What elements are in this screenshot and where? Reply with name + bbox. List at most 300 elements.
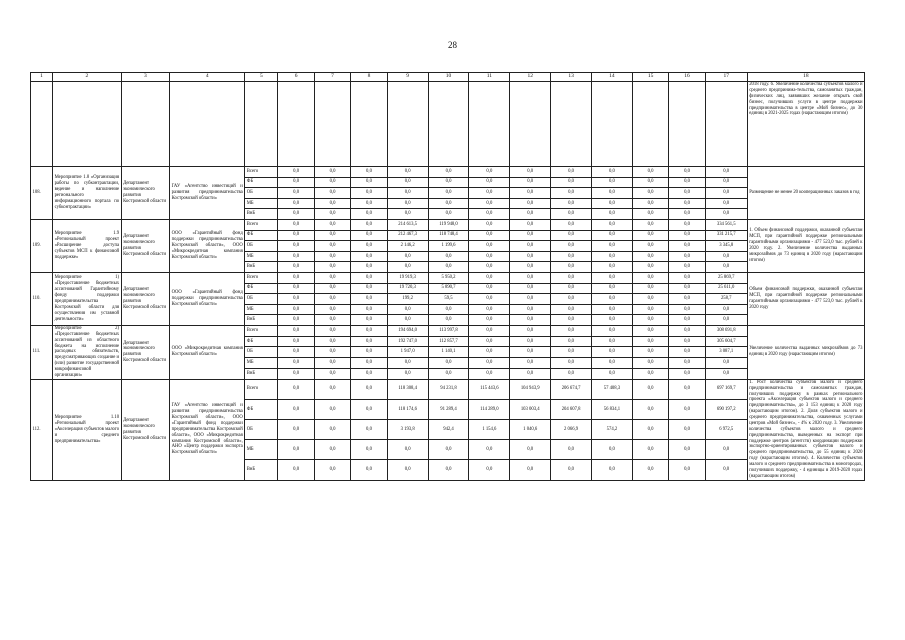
funding-source: Всего — [245, 379, 278, 399]
amount-cell: 0,0 — [632, 188, 668, 199]
amount-cell: 0,0 — [551, 177, 592, 188]
amount-cell: 0,0 — [314, 209, 350, 220]
amount-cell: 0,0 — [510, 283, 551, 294]
table-row — [31, 325, 865, 336]
amount-cell: 0,0 — [351, 358, 387, 369]
funding-source: МБ — [245, 304, 278, 315]
amount-cell: 0,0 — [314, 167, 350, 178]
amount-cell: 0,0 — [510, 325, 551, 336]
amount-cell: 0,0 — [632, 262, 668, 273]
amount-cell: 0,0 — [351, 219, 387, 230]
amount-cell: 0,0 — [278, 399, 314, 419]
amount-cell: 0,0 — [278, 262, 314, 273]
amount-cell: 0,0 — [510, 304, 551, 315]
amount-cell: 91 289,4 — [428, 399, 469, 419]
amount-cell: 0,0 — [314, 460, 350, 480]
amount-cell: 0,0 — [632, 294, 668, 305]
amount-cell: 1 140,1 — [428, 347, 469, 358]
table-row — [31, 167, 865, 178]
amount-cell: 0,0 — [351, 251, 387, 262]
amount-cell: 697 169,7 — [705, 379, 747, 399]
executor: Департамент экономического развития Костромской области — [121, 325, 170, 379]
amount-cell: 0,0 — [551, 272, 592, 283]
funding-source: ВнБ — [245, 209, 278, 220]
amount-cell: 0,0 — [278, 188, 314, 199]
amount-cell: 0,0 — [510, 272, 551, 283]
amount-cell: 0,0 — [351, 283, 387, 294]
amount-cell: 118 174,6 — [387, 399, 428, 419]
amount-cell: 0,0 — [551, 241, 592, 252]
funding-source: МБ — [245, 251, 278, 262]
amount-cell: 0,0 — [314, 336, 350, 347]
activity-name: Мероприятие 1) «Предоставление бюджетных ассигнований Гарантийному фонду поддержки предпринимательства Костромской области для осуществления им уставной деятельности» — [53, 272, 121, 325]
amount-cell: 1 154,6 — [469, 420, 510, 440]
amount-cell: 5 890,7 — [428, 283, 469, 294]
amount-cell: 0,0 — [428, 440, 469, 460]
empty-cell — [278, 82, 314, 167]
amount-cell: 0,0 — [551, 347, 592, 358]
amount-cell: 0,0 — [551, 209, 592, 220]
amount-cell: 0,0 — [387, 198, 428, 209]
funding-source: ВнБ — [245, 460, 278, 480]
amount-cell: 0,0 — [428, 315, 469, 326]
column-header: 18 — [747, 73, 864, 82]
amount-cell: 0,0 — [510, 251, 551, 262]
amount-cell: 0,0 — [278, 177, 314, 188]
amount-cell: 0,0 — [314, 219, 350, 230]
amount-cell: 0,0 — [469, 188, 510, 199]
amount-cell: 3 193,8 — [387, 420, 428, 440]
amount-cell: 0,0 — [314, 379, 350, 399]
amount-cell: 0,0 — [428, 209, 469, 220]
column-header: 6 — [278, 73, 314, 82]
amount-cell: 0,0 — [351, 262, 387, 273]
activity-name: Мероприятие 1.8 «Организация работы по субконтрактации, ведение и наполнение регионального информационного портала по субконтрактации» — [53, 167, 121, 220]
amount-cell: 0,0 — [314, 188, 350, 199]
amount-cell: 0,0 — [592, 198, 633, 209]
amount-cell: 0,0 — [314, 230, 350, 241]
funding-source: МБ — [245, 358, 278, 369]
funding-source: ФБ — [245, 177, 278, 188]
column-header: 5 — [245, 73, 278, 82]
amount-cell: 0,0 — [592, 188, 633, 199]
amount-cell: 0,0 — [428, 460, 469, 480]
amount-cell: 0,0 — [632, 336, 668, 347]
amount-cell: 0,0 — [469, 272, 510, 283]
amount-cell: 114 289,0 — [469, 399, 510, 419]
amount-cell: 0,0 — [278, 167, 314, 178]
empty-cell — [121, 82, 170, 167]
executor: Департамент экономического развития Костромской области — [121, 272, 170, 325]
empty-cell — [53, 82, 121, 167]
amount-cell: 0,0 — [592, 241, 633, 252]
amount-cell: 0,0 — [669, 167, 705, 178]
amount-cell: 0,0 — [669, 251, 705, 262]
amount-cell: 0,0 — [387, 177, 428, 188]
amount-cell: 0,0 — [632, 358, 668, 369]
amount-cell: 0,0 — [351, 460, 387, 480]
funding-source: Всего — [245, 167, 278, 178]
continuation-row — [31, 82, 865, 167]
funding-source: ВнБ — [245, 315, 278, 326]
amount-cell: 0,0 — [469, 358, 510, 369]
amount-cell: 0,0 — [387, 188, 428, 199]
participant: ООО «Гарантийный фонд поддержки предпринимательства Костромской области» — [170, 272, 245, 325]
empty-cell — [428, 82, 469, 167]
empty-cell — [705, 82, 747, 167]
amount-cell: 0,0 — [351, 241, 387, 252]
amount-cell: 0,0 — [469, 325, 510, 336]
amount-cell: 0,0 — [632, 420, 668, 440]
amount-cell: 0,0 — [632, 325, 668, 336]
amount-cell: 0,0 — [351, 167, 387, 178]
amount-cell: 0,0 — [278, 347, 314, 358]
amount-cell: 0,0 — [705, 358, 747, 369]
funding-source: ОБ — [245, 347, 278, 358]
amount-cell: 0,0 — [278, 219, 314, 230]
amount-cell: 0,0 — [632, 368, 668, 379]
amount-cell: 0,0 — [351, 336, 387, 347]
amount-cell: 0,0 — [592, 347, 633, 358]
amount-cell: 0,0 — [387, 167, 428, 178]
amount-cell: 0,0 — [469, 294, 510, 305]
amount-cell: 0,0 — [314, 358, 350, 369]
amount-cell: 0,0 — [510, 219, 551, 230]
amount-cell: 0,0 — [592, 336, 633, 347]
amount-cell: 206 674,7 — [551, 379, 592, 399]
amount-cell: 0,0 — [469, 460, 510, 480]
column-header: 10 — [428, 73, 469, 82]
amount-cell: 0,0 — [669, 209, 705, 220]
amount-cell: 0,0 — [469, 283, 510, 294]
amount-cell: 212 467,3 — [387, 230, 428, 241]
activity-name: Мероприятие 1.9 «Региональный проект «Расширение доступа субъектов МСП к финансовой поддержке» — [53, 219, 121, 272]
amount-cell: 690 197,2 — [705, 399, 747, 419]
amount-cell: 0,0 — [705, 188, 747, 199]
amount-cell: 0,0 — [510, 347, 551, 358]
amount-cell: 0,0 — [387, 368, 428, 379]
amount-cell: 0,0 — [314, 399, 350, 419]
amount-cell: 0,0 — [387, 315, 428, 326]
row-number: 112. — [31, 379, 53, 480]
amount-cell: 0,0 — [632, 219, 668, 230]
amount-cell: 0,0 — [551, 230, 592, 241]
amount-cell: 0,0 — [669, 262, 705, 273]
column-header: 9 — [387, 73, 428, 82]
amount-cell: 0,0 — [551, 219, 592, 230]
amount-cell: 0,0 — [669, 272, 705, 283]
amount-cell: 6 972,5 — [705, 420, 747, 440]
amount-cell: 0,0 — [632, 209, 668, 220]
header-row — [31, 73, 865, 82]
amount-cell: 0,0 — [551, 283, 592, 294]
amount-cell: 0,0 — [632, 283, 668, 294]
funding-source: ФБ — [245, 230, 278, 241]
amount-cell: 0,0 — [314, 241, 350, 252]
row-number: 111. — [31, 325, 53, 379]
amount-cell: 0,0 — [278, 304, 314, 315]
amount-cell: 0,0 — [705, 262, 747, 273]
expected-result: 1. Объем финансовой поддержки, оказанной субъектам МСП, при гарантийной поддержке региональными гарантийными организациями - 477 523,0 тыс. рублей к 2020 году. 2. Увеличение количества выданных микрозаймов до 73 единиц в 2020 году (нарастающим итогом) — [747, 219, 864, 272]
amount-cell: 0,0 — [314, 325, 350, 336]
amount-cell: 0,0 — [351, 188, 387, 199]
row-number: 109. — [31, 219, 53, 272]
amount-cell: 0,0 — [592, 440, 633, 460]
expected-result: Размещение не менее 20 кооперационных заказов в год — [747, 167, 864, 220]
amount-cell: 0,0 — [510, 315, 551, 326]
amount-cell: 0,0 — [314, 262, 350, 273]
empty-cell — [387, 82, 428, 167]
amount-cell: 0,0 — [469, 440, 510, 460]
amount-cell: 0,0 — [510, 294, 551, 305]
amount-cell: 0,0 — [551, 358, 592, 369]
amount-cell: 1 040,6 — [510, 420, 551, 440]
amount-cell: 0,0 — [314, 272, 350, 283]
amount-cell: 0,0 — [278, 325, 314, 336]
column-header: 14 — [592, 73, 633, 82]
funding-source: ФБ — [245, 399, 278, 419]
amount-cell: 0,0 — [705, 177, 747, 188]
amount-cell: 0,0 — [551, 251, 592, 262]
participant: ГАУ «Агентство инвестиций и развития предпринимательства Костромской области» — [170, 167, 245, 220]
amount-cell: 0,0 — [278, 272, 314, 283]
continuation-text: 2018 году. 6. Увеличение количества субъектов малого и среднего предпринима-тельства, самозанятых граждан, физических лиц, заявивших желание открыть свой бизнес, получивших услуги в центре поддержки предпринимательства в центре «Мой бизнес», до 30 единиц в 2021-2025 годах (нарастающим итогом) — [747, 82, 864, 167]
empty-cell — [551, 82, 592, 167]
amount-cell: 574,2 — [592, 420, 633, 440]
amount-cell: 0,0 — [278, 379, 314, 399]
amount-cell: 0,0 — [428, 304, 469, 315]
column-header: 16 — [669, 73, 705, 82]
amount-cell: 0,0 — [592, 460, 633, 480]
amount-cell: 0,0 — [705, 460, 747, 480]
amount-cell: 192 747,0 — [387, 336, 428, 347]
table-row — [31, 379, 865, 399]
funding-source: ОБ — [245, 420, 278, 440]
amount-cell: 0,0 — [632, 251, 668, 262]
amount-cell: 5 950,2 — [428, 272, 469, 283]
amount-cell: 0,0 — [510, 358, 551, 369]
amount-cell: 0,0 — [592, 209, 633, 220]
column-header: 1 — [31, 73, 53, 82]
amount-cell: 0,0 — [510, 440, 551, 460]
amount-cell: 0,0 — [351, 368, 387, 379]
amount-cell: 0,0 — [705, 251, 747, 262]
amount-cell: 0,0 — [314, 304, 350, 315]
amount-cell: 0,0 — [314, 368, 350, 379]
amount-cell: 0,0 — [351, 440, 387, 460]
amount-cell: 0,0 — [469, 198, 510, 209]
amount-cell: 0,0 — [551, 294, 592, 305]
amount-cell: 0,0 — [669, 440, 705, 460]
amount-cell: 0,0 — [669, 177, 705, 188]
row-number: 108. — [31, 167, 53, 220]
column-header: 8 — [351, 73, 387, 82]
funding-source: МБ — [245, 198, 278, 209]
amount-cell: 0,0 — [592, 177, 633, 188]
amount-cell: 0,0 — [669, 399, 705, 419]
amount-cell: 118 748,4 — [428, 230, 469, 241]
amount-cell: 0,0 — [632, 399, 668, 419]
amount-cell: 59,5 — [428, 294, 469, 305]
amount-cell: 0,0 — [469, 241, 510, 252]
amount-cell: 194 694,0 — [387, 325, 428, 336]
empty-cell — [592, 82, 633, 167]
amount-cell: 56 834,1 — [592, 399, 633, 419]
activity-name: Мероприятие 1.10 «Региональный проект «Акселерация субъектов малого и среднего предпринимательства» — [53, 379, 121, 480]
amount-cell: 0,0 — [469, 347, 510, 358]
amount-cell: 0,0 — [669, 347, 705, 358]
program-table — [30, 72, 865, 481]
amount-cell: 0,0 — [278, 241, 314, 252]
amount-cell: 0,0 — [669, 304, 705, 315]
amount-cell: 0,0 — [510, 177, 551, 188]
column-header: 11 — [469, 73, 510, 82]
amount-cell: 0,0 — [592, 283, 633, 294]
funding-source: ОБ — [245, 188, 278, 199]
executor: Департамент экономического развития Костромской области — [121, 379, 170, 480]
amount-cell: 0,0 — [387, 262, 428, 273]
executor: Департамент экономического развития Костромской области — [121, 219, 170, 272]
funding-source: Всего — [245, 325, 278, 336]
amount-cell: 0,0 — [551, 460, 592, 480]
amount-cell: 57 408,3 — [592, 379, 633, 399]
amount-cell: 0,0 — [669, 219, 705, 230]
amount-cell: 0,0 — [551, 315, 592, 326]
amount-cell: 0,0 — [592, 325, 633, 336]
amount-cell: 0,0 — [278, 420, 314, 440]
amount-cell: 3 345,8 — [705, 241, 747, 252]
amount-cell: 0,0 — [632, 347, 668, 358]
amount-cell: 0,0 — [510, 167, 551, 178]
amount-cell: 0,0 — [278, 209, 314, 220]
amount-cell: 0,0 — [314, 251, 350, 262]
amount-cell: 334 561,5 — [705, 219, 747, 230]
amount-cell: 0,0 — [351, 209, 387, 220]
funding-source: Всего — [245, 219, 278, 230]
amount-cell: 0,0 — [592, 304, 633, 315]
amount-cell: 0,0 — [278, 198, 314, 209]
amount-cell: 0,0 — [592, 368, 633, 379]
empty-cell — [31, 82, 53, 167]
amount-cell: 0,0 — [632, 315, 668, 326]
amount-cell: 0,0 — [551, 336, 592, 347]
amount-cell: 0,0 — [428, 198, 469, 209]
amount-cell: 0,0 — [669, 460, 705, 480]
amount-cell: 25 611,0 — [705, 283, 747, 294]
amount-cell: 0,0 — [669, 188, 705, 199]
amount-cell: 2 146,2 — [387, 241, 428, 252]
amount-cell: 113 997,8 — [428, 325, 469, 336]
amount-cell: 0,0 — [592, 262, 633, 273]
empty-cell — [351, 82, 387, 167]
page-number: 28 — [448, 40, 457, 50]
amount-cell: 0,0 — [351, 399, 387, 419]
amount-cell: 0,0 — [351, 379, 387, 399]
amount-cell: 0,0 — [632, 241, 668, 252]
amount-cell: 0,0 — [551, 440, 592, 460]
amount-cell: 0,0 — [428, 368, 469, 379]
amount-cell: 103 003,4 — [510, 399, 551, 419]
amount-cell: 0,0 — [469, 304, 510, 315]
amount-cell: 104 943,9 — [510, 379, 551, 399]
amount-cell: 0,0 — [632, 167, 668, 178]
participant: ГАУ «Агентство инвестиций и развития предпринимательства Костромской области», ООО «Гарантийный фонд поддержки предпринимательства Костромской области», ООО «Микрокредитная компания Костромской области», АНО «Центр поддержки экспорта Костромской области» — [170, 379, 245, 480]
amount-cell: 0,0 — [428, 251, 469, 262]
amount-cell: 0,0 — [387, 304, 428, 315]
amount-cell: 0,0 — [632, 198, 668, 209]
amount-cell: 305 604,7 — [705, 336, 747, 347]
amount-cell: 0,0 — [278, 230, 314, 241]
amount-cell: 0,0 — [387, 460, 428, 480]
column-header: 17 — [705, 73, 747, 82]
amount-cell: 0,0 — [314, 347, 350, 358]
amount-cell: 0,0 — [469, 209, 510, 220]
amount-cell: 0,0 — [669, 325, 705, 336]
amount-cell: 0,0 — [632, 460, 668, 480]
amount-cell: 214 613,5 — [387, 219, 428, 230]
amount-cell: 308 691,8 — [705, 325, 747, 336]
amount-cell: 0,0 — [428, 188, 469, 199]
amount-cell: 0,0 — [592, 272, 633, 283]
amount-cell: 115 443,6 — [469, 379, 510, 399]
amount-cell: 19 720,3 — [387, 283, 428, 294]
amount-cell: 0,0 — [592, 294, 633, 305]
executor: Департамент экономического развития Костромской области — [121, 167, 170, 220]
amount-cell: 0,0 — [351, 347, 387, 358]
amount-cell: 0,0 — [387, 440, 428, 460]
amount-cell: 0,0 — [669, 315, 705, 326]
amount-cell: 258,7 — [705, 294, 747, 305]
amount-cell: 0,0 — [632, 304, 668, 315]
funding-source: ФБ — [245, 283, 278, 294]
amount-cell: 0,0 — [314, 294, 350, 305]
amount-cell: 0,0 — [669, 198, 705, 209]
amount-cell: 0,0 — [669, 379, 705, 399]
amount-cell: 25 869,7 — [705, 272, 747, 283]
empty-cell — [469, 82, 510, 167]
table-row — [31, 272, 865, 283]
amount-cell: 0,0 — [669, 283, 705, 294]
amount-cell: 0,0 — [351, 315, 387, 326]
amount-cell: 0,0 — [351, 325, 387, 336]
amount-cell: 0,0 — [351, 230, 387, 241]
amount-cell: 0,0 — [469, 315, 510, 326]
amount-cell: 0,0 — [469, 219, 510, 230]
amount-cell: 204 607,8 — [551, 399, 592, 419]
amount-cell: 0,0 — [592, 219, 633, 230]
amount-cell: 0,0 — [705, 368, 747, 379]
amount-cell: 0,0 — [387, 251, 428, 262]
amount-cell: 0,0 — [469, 230, 510, 241]
amount-cell: 0,0 — [669, 230, 705, 241]
funding-source: ОБ — [245, 241, 278, 252]
amount-cell: 0,0 — [351, 198, 387, 209]
amount-cell: 0,0 — [551, 262, 592, 273]
amount-cell: 0,0 — [592, 358, 633, 369]
amount-cell: 0,0 — [314, 283, 350, 294]
funding-source: ОБ — [245, 294, 278, 305]
amount-cell: 0,0 — [510, 336, 551, 347]
amount-cell: 199,2 — [387, 294, 428, 305]
amount-cell: 3 087,1 — [705, 347, 747, 358]
empty-cell — [632, 82, 668, 167]
amount-cell: 0,0 — [669, 368, 705, 379]
amount-cell: 0,0 — [469, 368, 510, 379]
column-header: 4 — [170, 73, 245, 82]
amount-cell: 0,0 — [351, 272, 387, 283]
empty-cell — [669, 82, 705, 167]
amount-cell: 0,0 — [510, 198, 551, 209]
